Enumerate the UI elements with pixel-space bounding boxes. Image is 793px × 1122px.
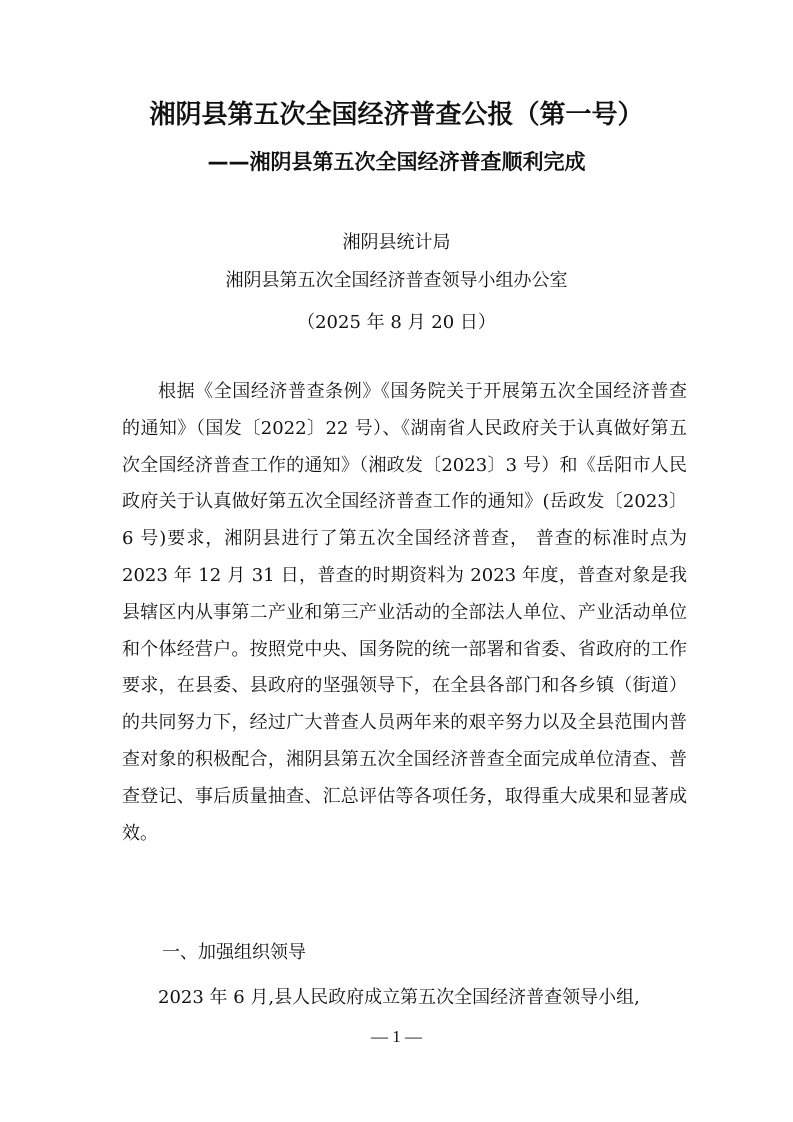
body-paragraph-2: 2023 年 6 月,县人民政府成立第五次全国经济普查领导小组,: [158, 987, 640, 1008]
issuer-statistics-bureau: 湘阴县统计局: [342, 232, 451, 253]
issuer-census-office: 湘阴县第五次全国经济普查领导小组办公室: [225, 270, 568, 291]
body-paragraph-1: 根据《全国经济普查条例》《国务院关于开展第五次全国经济普查的通知》（国发〔2022〕22 号）、《湖南省人民政府关于认真做好第五次全国经济普查工作的通知》（湘政发〔2023〕3 号）和《岳阳市人民政府关于认真做好第五次全国经济普查工作的通知》(岳政发〔2023〕6 号)要求，湘阴县进行了第五次全国经济普查， 普查的标准时点为 2023 年 12 月 31 日，普查的时期资料为 2023 年度，普查对象是我县辖区内从事第二产业和第三产业活动的全部法人单位、产业活动单位和个体经营户。按照党中央、国务院的统一部署和省委、省政府的工作要求，在县委、县政府的坚强领导下，在全县各部门和各乡镇（街道）的共同努力下，经过广大普查人员两年来的艰辛努力以及全县范围内普查对象的积极配合，湘阴县第五次全国经济普查全面完成单位清查、普查登记、事后质量抽查、汇总评估等各项任务，取得重大成果和显著成效。: [122, 381, 687, 844]
document-title: 湘阴县第五次全国经济普查公报（第一号）: [149, 100, 644, 130]
page-number: — 1 —: [371, 1027, 422, 1046]
document-subtitle: ——湘阴县第五次全国经济普查顺利完成: [207, 150, 586, 174]
section-heading-1: 一、加强组织领导: [162, 942, 306, 963]
publication-date: （2025 年 8 月 20 日）: [297, 312, 496, 333]
